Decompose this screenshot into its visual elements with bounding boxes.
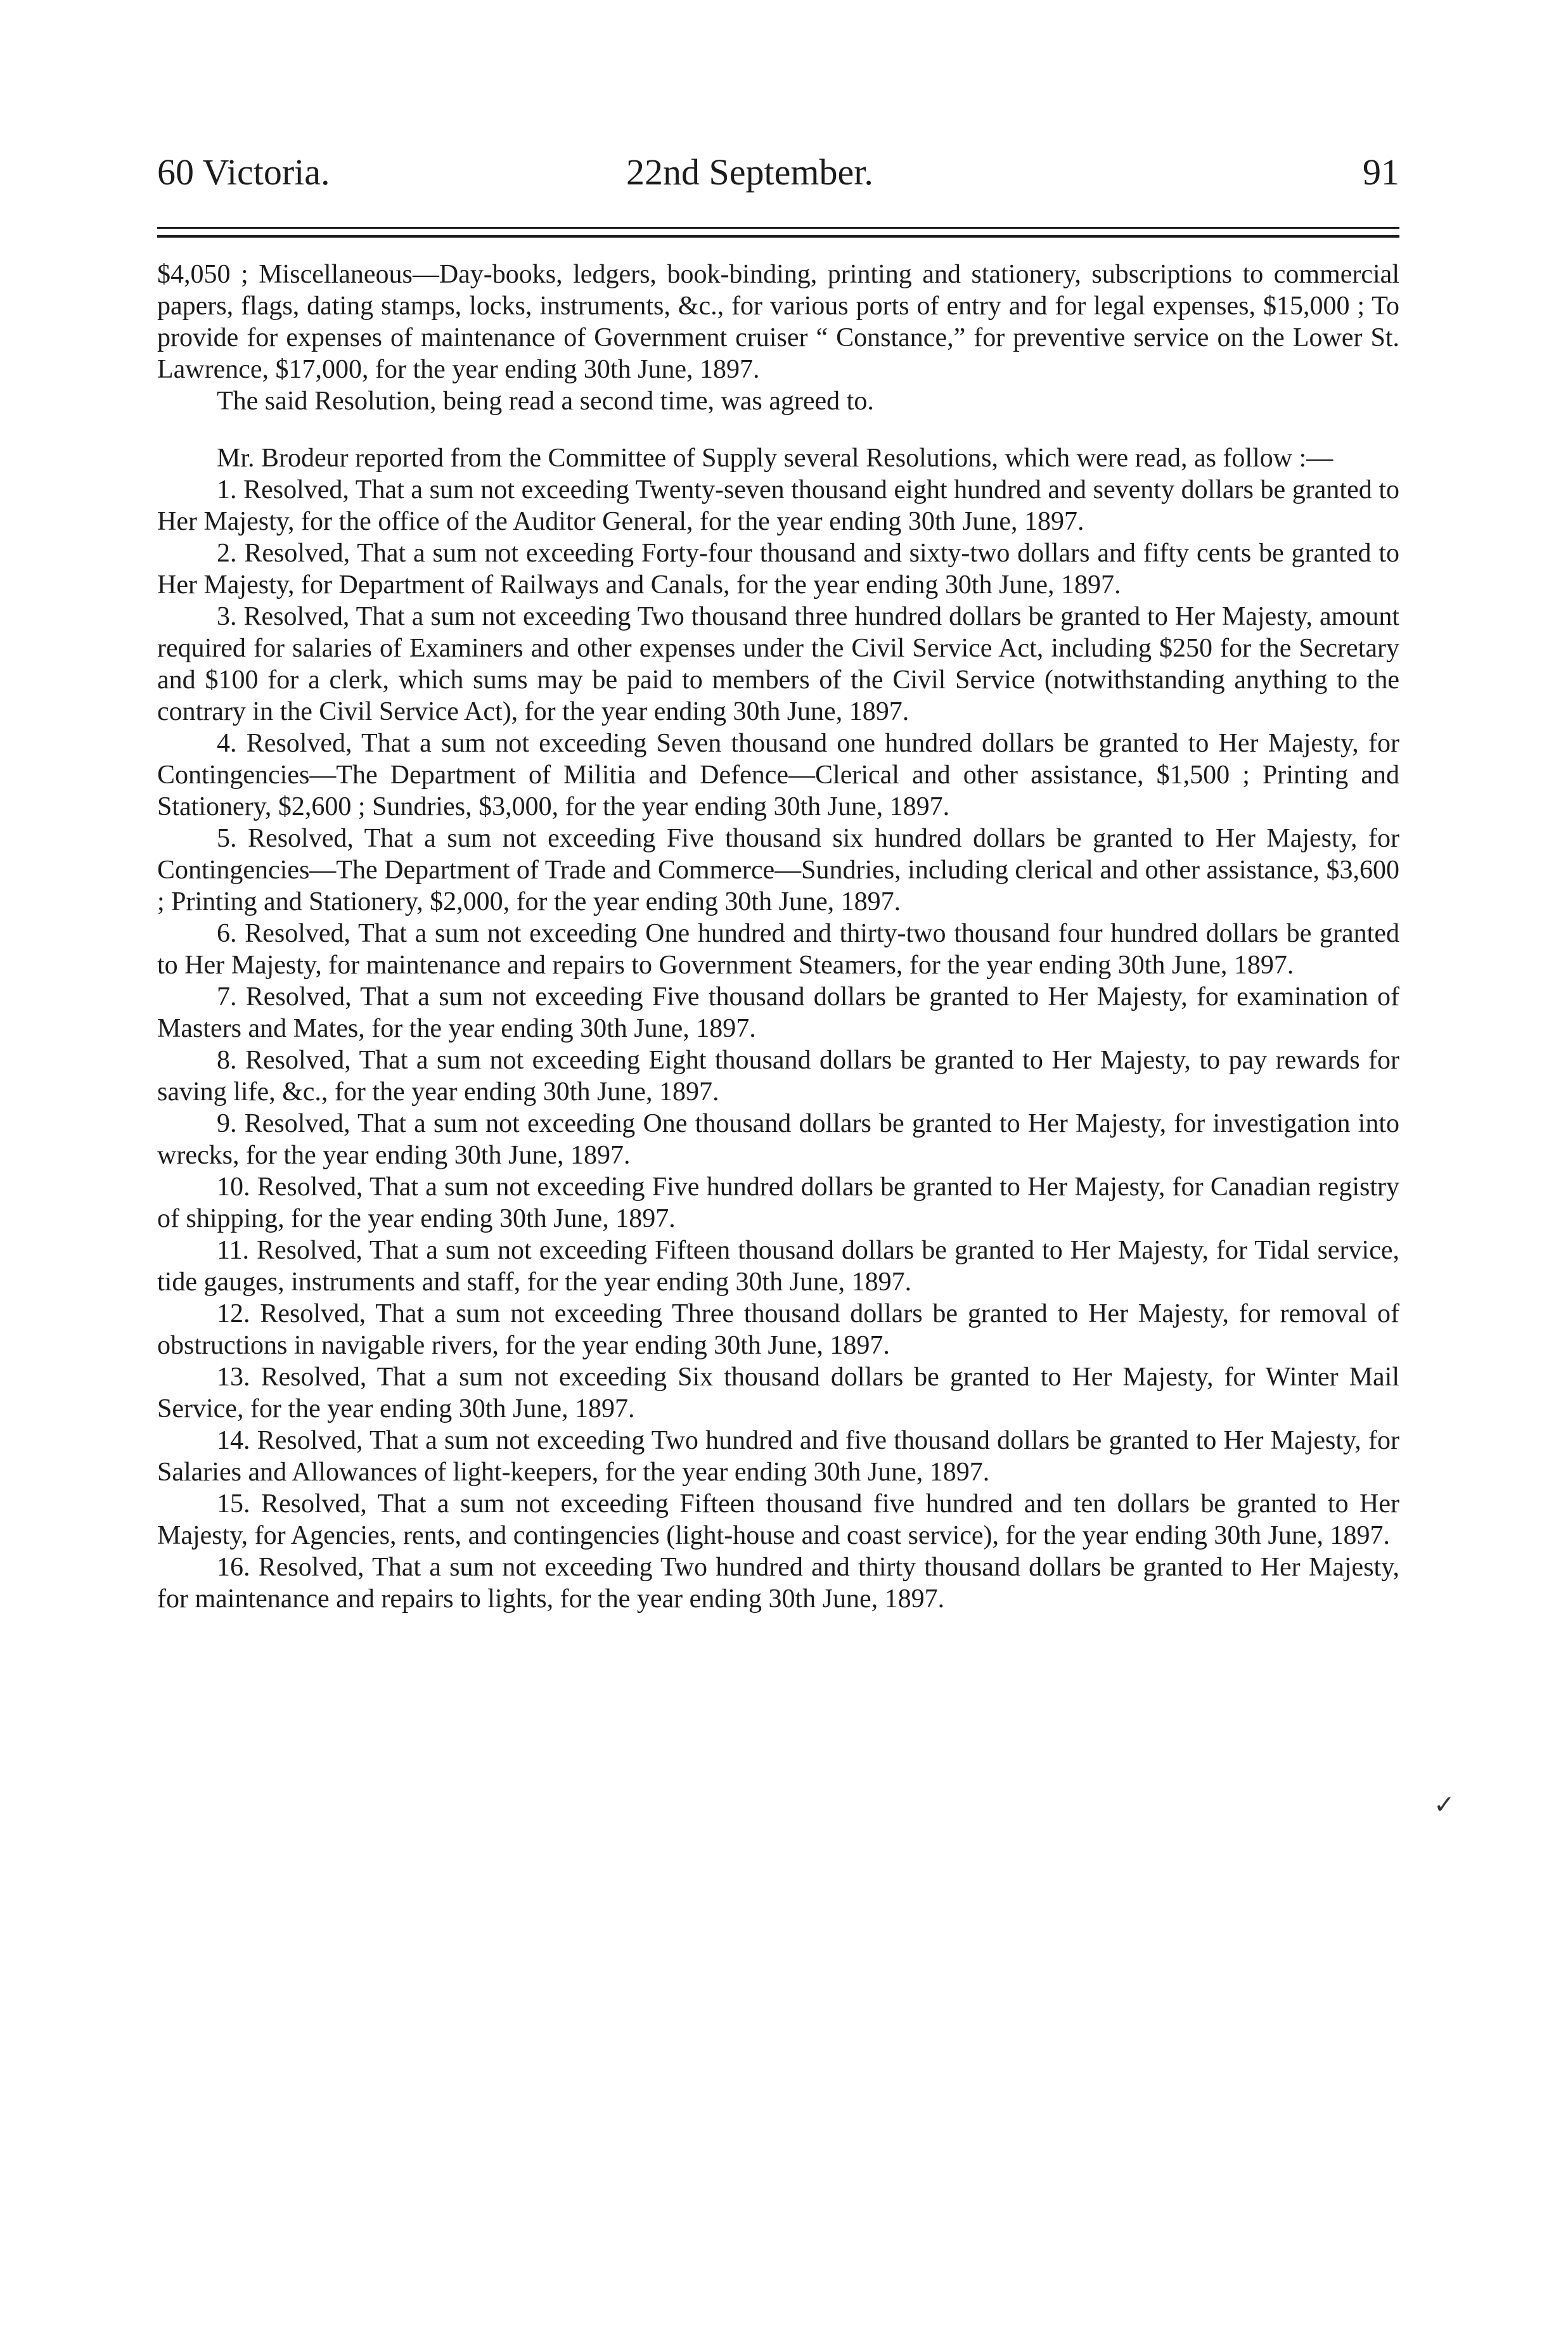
header-rule-thick <box>157 235 1399 238</box>
body-text <box>157 259 1399 1615</box>
running-header <box>157 147 1399 198</box>
resolution-13: 13. Resolved, That a sum not exceeding Six thousand dollars be granted to Her Majesty, for Winter Mail Service, for the year ending 30th June, 1897. <box>157 1363 1399 1423</box>
resolution-14: 14. Resolved, That a sum not exceeding Two hundred and five thousand dollars be granted to Her Majesty, for Salaries and Allowances of light-keepers, for the year ending 30th June, 1897. <box>157 1426 1399 1487</box>
resolution-9: 9. Resolved, That a sum not exceeding One thousand dollars be granted to Her Majesty, for investigation into wrecks, for the year ending 30th June, 1897. <box>157 1109 1399 1170</box>
resolution-1: 1. Resolved, That a sum not exceeding Twenty-seven thousand eight hundred and seventy dollars be granted to Her Majesty, for the office of the Auditor General, for the year ending 30th June, 1897. <box>157 475 1399 536</box>
resolution-8: 8. Resolved, That a sum not exceeding Eight thousand dollars be granted to Her Majesty, to pay rewards for saving life, &c., for the year ending 30th June, 1897. <box>157 1046 1399 1107</box>
header-regnal-year: 60 Victoria. <box>157 151 330 193</box>
resolution-7: 7. Resolved, That a sum not exceeding Five thousand dollars be granted to Her Majesty, for examination of Masters and Mates, for the year ending 30th June, 1897. <box>157 982 1399 1043</box>
header-rule-thin <box>157 227 1399 229</box>
paragraph-continuation: $4,050 ; Miscellaneous—Day-books, ledgers, book-binding, printing and stationery, subscriptions to commercial papers, flags, dating stamps, locks, instruments, &c., for various ports of entry and for legal expenses, $15,000 ; To provide for expenses of maintenance of Government cruiser “ Constance,” for preventive service on the Lower St. Lawrence, $17,000, for the year ending 30th June, 1897. <box>157 260 1399 384</box>
paragraph-report: Mr. Brodeur reported from the Committee of Supply several Resolutions, which were read, as follow :— <box>217 444 1333 473</box>
resolution-6: 6. Resolved, That a sum not exceeding One hundred and thirty-two thousand four hundred dollars be granted to Her Majesty, for maintenance and repairs to Government Steamers, for the year ending 30th June, 1897. <box>157 919 1399 980</box>
resolution-5: 5. Resolved, That a sum not exceeding Five thousand six hundred dollars be granted to Her Majesty, for Contingencies—The Department of Trade and Commerce—Sundries, including clerical and other assistance, $3,600 ; Printing and Stationery, $2,000, for the year ending 30th June, 1897. <box>157 824 1399 916</box>
resolution-2: 2. Resolved, That a sum not exceeding Forty-four thousand and sixty-two dollars and fifty cents be granted to Her Majesty, for Department of Railways and Canals, for the year ending 30th June, 1897. <box>157 539 1399 600</box>
resolution-11: 11. Resolved, That a sum not exceeding Fifteen thousand dollars be granted to Her Majesty, for Tidal service, tide gauges, instruments and staff, for the year ending 30th June, 1897. <box>157 1236 1399 1297</box>
paragraph-agreed: The said Resolution, being read a second time, was agreed to. <box>217 387 874 416</box>
resolution-3: 3. Resolved, That a sum not exceeding Two thousand three hundred dollars be granted to Her Majesty, amount required for salaries of Examiners and other expenses under the Civil Service Act, including $250 for the Secretary and $100 for a clerk, which sums may be paid to members of the Civil Service (notwithstanding anything to the contrary in the Civil Service Act), for the year ending 30th June, 1897. <box>157 602 1399 726</box>
resolution-12: 12. Resolved, That a sum not exceeding Three thousand dollars be granted to Her Majesty, for removal of obstructions in navigable rivers, for the year ending 30th June, 1897. <box>157 1299 1399 1360</box>
header-date: 22nd September. <box>626 151 873 193</box>
resolution-16: 16. Resolved, That a sum not exceeding Two hundred and thirty thousand dollars be granted to Her Majesty, for maintenance and repairs to lights, for the year ending 30th June, 1897. <box>157 1553 1399 1614</box>
resolution-4: 4. Resolved, That a sum not exceeding Seven thousand one hundred dollars be granted to Her Majesty, for Contingencies—The Department of Militia and Defence—Clerical and other assistance, $1,500 ; Printing and Stationery, $2,600 ; Sundries, $3,000, for the year ending 30th June, 1897. <box>157 729 1399 821</box>
page-number: 91 <box>1363 151 1399 193</box>
resolution-10: 10. Resolved, That a sum not exceeding Five hundred dollars be granted to Her Majesty, for Canadian registry of shipping, for the year ending 30th June, 1897. <box>157 1172 1399 1233</box>
margin-check-mark: ✓ <box>1434 1790 1455 1819</box>
resolution-15: 15. Resolved, That a sum not exceeding Fifteen thousand five hundred and ten dollars be granted to Her Majesty, for Agencies, rents, and contingencies (light-house and coast service), for the year ending 30th June, 1897. <box>157 1489 1399 1550</box>
